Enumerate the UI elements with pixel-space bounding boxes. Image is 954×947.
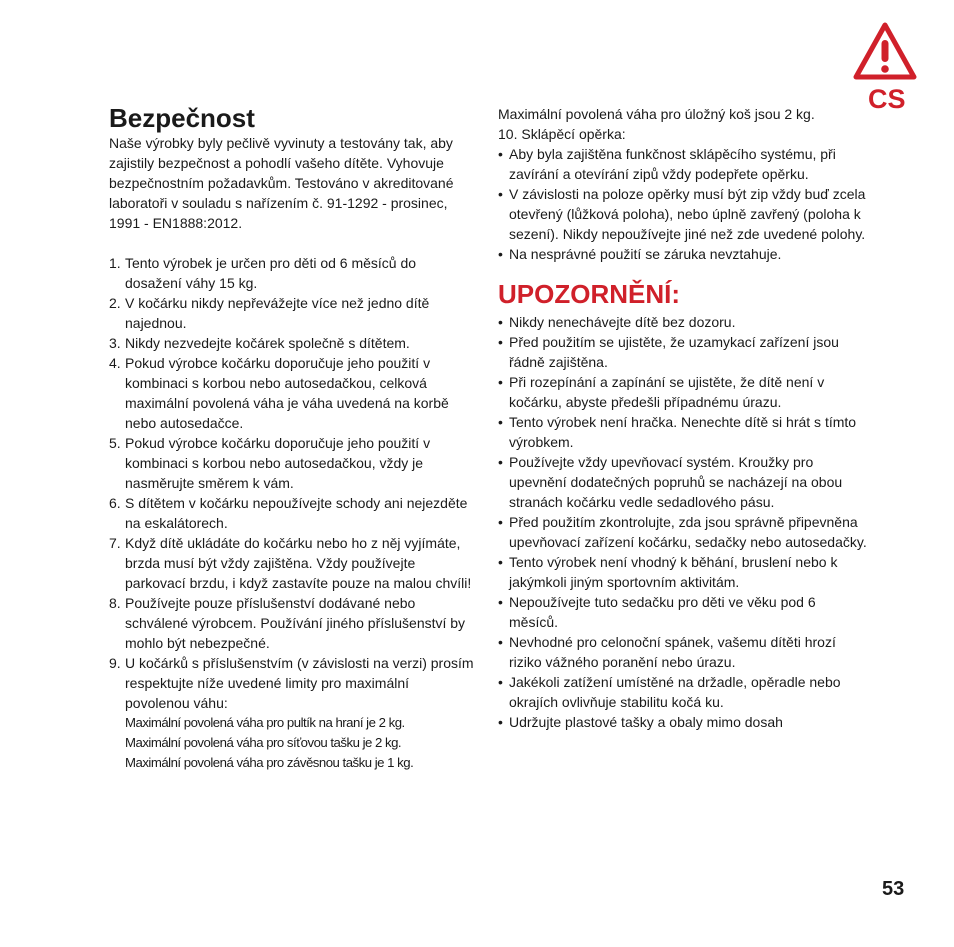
safety-list [109, 253, 474, 713]
bullet: • [498, 594, 503, 610]
warning-triangle-icon [853, 22, 917, 82]
item-text: S dítětem v kočárku nepoužívejte schody ani nejezděte na eskalátorech. [125, 495, 468, 531]
bullet: • [498, 314, 503, 330]
bullet: • [498, 634, 503, 650]
bullet: • [498, 334, 503, 350]
safety-item [109, 653, 474, 713]
bullet-text: Aby byla zajištěna funkčnost sklápěcího systému, při zavírání a otevírání zipů vždy podepřete opěrku. [509, 146, 836, 182]
list-item [498, 312, 868, 332]
item-number: 2. [109, 295, 121, 311]
item-number: 4. [109, 355, 121, 371]
bullet: • [498, 186, 503, 202]
bullet: • [498, 374, 503, 390]
item-text: Pokud výrobce kočárku doporučuje jeho použití v kombinaci s korbou nebo autosedačkou, vždy je nasměrujte směrem k vám. [125, 435, 431, 491]
bullet: • [498, 414, 503, 430]
bullet-text: Nikdy nenechávejte dítě bez dozoru. [509, 314, 736, 330]
bullet: • [498, 514, 503, 530]
bullet: • [498, 246, 503, 262]
item-text: U kočárků s příslušenstvím (v závislosti na verzi) prosím respektujte níže uvedené limity pro maximální povolenou váhu: [125, 655, 474, 711]
item-number: 1. [109, 255, 121, 271]
item-text: V kočárku nikdy nepřevážejte více než jedno dítě najednou. [125, 295, 430, 331]
bullet-text: Před použitím zkontrolujte, zda jsou správně připevněna upevňovací zařízení kočárku, sedačky nebo autosedačky. [509, 514, 867, 550]
list-item [498, 632, 868, 672]
bullet-text: V závislosti na poloze opěrky musí být zip vždy buď zcela otevřený (lůžková poloha), nebo úplně zavřený (poloha k sezení). Nikdy nepoužívejte jiné než zde uvedené polohy. [509, 186, 866, 242]
bullet: • [498, 714, 503, 730]
item-number: 7. [109, 535, 121, 551]
item-number: 6. [109, 495, 121, 511]
bullet-text: Nepoužívejte tuto sedačku pro děti ve věku pod 6 měsíců. [509, 594, 816, 630]
safety-item [109, 333, 474, 353]
weight-limit: Maximální povolená váha pro síťovou tašku je 2 kg. [125, 735, 402, 750]
safety-title: Bezpečnost [109, 103, 255, 133]
item-number: 5. [109, 435, 121, 451]
list-item [498, 332, 868, 372]
weight-limit: Maximální povolená váha pro pultík na hraní je 2 kg. [125, 715, 405, 730]
right-column [498, 104, 868, 732]
list-item [498, 712, 868, 732]
basket-limit: Maximální povolená váha pro úložný koš jsou 2 kg. [498, 106, 815, 122]
safety-item [109, 533, 474, 593]
safety-intro: Naše výrobky byly pečlivě vyvinuty a testovány tak, aby zajistily bezpečnost a pohodlí vašeho dítěte. Vyhovuje bezpečnostním požadavkům. Testováno v akreditované laboratoři v souladu s nařízením č. 91-1292 - prosinec, 1991 - EN1888:2012. [109, 135, 454, 231]
safety-section [109, 104, 474, 773]
safety-item [109, 353, 474, 433]
bullet-text: Udržujte plastové tašky a obaly mimo dosah [509, 714, 783, 730]
bullet: • [498, 554, 503, 570]
item-text: Používejte pouze příslušenství dodávané nebo schválené výrobcem. Používání jiného příslušenství by mohlo být nebezpečné. [125, 595, 466, 651]
item-text: Pokud výrobce kočárku doporučuje jeho použití v kombinaci s korbou nebo autosedačkou, celková maximální povolená váha je váha uvedená na korbě nebo autosedačce. [125, 355, 449, 431]
item10-title: 10. Sklápěcí opěrka: [498, 126, 626, 142]
item-text: Nikdy nezvedejte kočárek společně s dítětem. [125, 335, 410, 351]
list-item [498, 372, 868, 412]
warning-list [498, 312, 868, 732]
safety-item [109, 253, 474, 293]
safety-item [109, 593, 474, 653]
safety-item [109, 493, 474, 533]
bullet-text: Tento výrobek není vhodný k běhání, bruslení nebo k jakýmkoli jiným sportovním aktivitám. [509, 554, 838, 590]
bullet-text: Jakékoli zatížení umístěné na držadle, opěradle nebo okrajích ovlivňuje stabilitu kočá ku. [509, 674, 841, 710]
item-number: 8. [109, 595, 121, 611]
list-item [498, 592, 868, 632]
list-item [498, 244, 868, 264]
list-item [498, 184, 868, 244]
list-item [498, 512, 868, 552]
item10-list [498, 144, 868, 264]
bullet: • [498, 146, 503, 162]
bullet-text: Před použitím se ujistěte, že uzamykací zařízení jsou řádně zajištěna. [509, 334, 839, 370]
safety-item [109, 433, 474, 493]
item-text: Tento výrobek je určen pro děti od 6 měsíců do dosažení váhy 15 kg. [125, 255, 417, 291]
warning-title: UPOZORNĚNÍ: [498, 279, 680, 309]
bullet: • [498, 454, 503, 470]
list-item [498, 452, 868, 512]
bullet-text: Na nesprávné použití se záruka nevztahuje. [509, 246, 782, 262]
language-code: CS [868, 84, 906, 114]
item-text: Když dítě ukládáte do kočárku nebo ho z něj vyjímáte, brzda musí být vždy zajištěna. Vždy používejte parkovací brzdu, i když zastavíte pouze na malou chvíli! [125, 535, 472, 591]
bullet: • [498, 674, 503, 690]
safety-item [109, 293, 474, 333]
list-item [498, 144, 868, 184]
item-number: 3. [109, 335, 121, 351]
item-number: 9. [109, 655, 121, 671]
spacer [498, 264, 868, 280]
list-item [498, 672, 868, 712]
spacer [109, 233, 474, 253]
list-item [498, 552, 868, 592]
bullet-text: Nevhodné pro celonoční spánek, vašemu dítěti hrozí riziko vážného poranění nebo úrazu. [509, 634, 836, 670]
bullet-text: Používejte vždy upevňovací systém. Kroužky pro upevnění dodatečných popruhů se nacházejí na obou stranách kočárku vedle sedadlového pásu. [509, 454, 843, 510]
page-number: 53 [882, 878, 905, 900]
list-item [498, 412, 868, 452]
bullet-text: Při rozepínání a zapínání se ujistěte, že dítě není v kočárku, abyste předešli případnému úrazu. [509, 374, 825, 410]
weight-limit: Maximální povolená váha pro závěsnou tašku je 1 kg. [125, 755, 414, 770]
bullet-text: Tento výrobek není hračka. Nenechte dítě si hrát s tímto výrobkem. [509, 414, 857, 450]
